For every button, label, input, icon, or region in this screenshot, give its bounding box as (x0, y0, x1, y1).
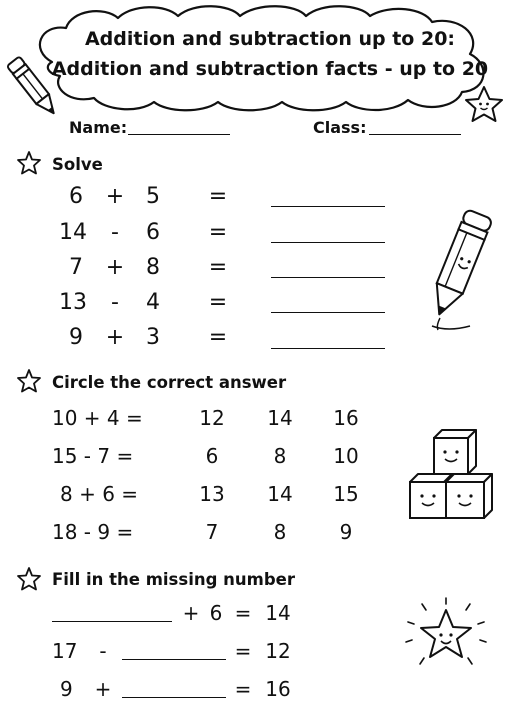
circle-row-2-question: 15 - 7 = (52, 444, 134, 468)
worksheet-title-line-2: Addition and subtraction facts - up to 20 (51, 58, 489, 80)
solve-row-4-answer[interactable] (271, 312, 385, 313)
solve-row-3-op: + (105, 255, 125, 280)
circle-row-4-option-2[interactable]: 8 (273, 520, 287, 544)
fill-row-2-op: - (99, 639, 107, 663)
circle-row-1-option-3[interactable]: 16 (333, 406, 359, 430)
fill-row-2-result: 12 (265, 639, 291, 663)
fill-row-1-eq: = (234, 601, 252, 625)
star-bullet-icon (16, 566, 42, 592)
name-label: Name: (69, 118, 128, 137)
solve-row-3-a: 7 (69, 255, 83, 280)
fill-row-3-op: + (94, 677, 112, 701)
fill-row-3-a: 9 (60, 677, 73, 701)
fill-row-2-eq: = (234, 639, 252, 663)
fill-row-1-result: 14 (265, 601, 291, 625)
solve-row-2-eq: = (208, 220, 228, 245)
solve-heading: Solve (52, 155, 103, 174)
solve-row-3-answer[interactable] (271, 277, 385, 278)
circle-row-1-option-2[interactable]: 14 (267, 406, 293, 430)
solve-row-5-op: + (105, 325, 125, 350)
fill-row-1-blank[interactable] (52, 621, 172, 622)
solve-row-4-b: 4 (146, 290, 160, 315)
solve-row-1-a: 6 (69, 184, 83, 209)
fill-row-2-blank[interactable] (122, 659, 226, 660)
solve-row-5-a: 9 (69, 325, 83, 350)
solve-row-1-eq: = (208, 184, 228, 209)
solve-row-1-op: + (105, 184, 125, 209)
solve-row-5-answer[interactable] (271, 348, 385, 349)
name-field[interactable] (128, 134, 230, 135)
circle-row-4-option-1[interactable]: 7 (205, 520, 219, 544)
solve-row-5-b: 3 (146, 325, 160, 350)
solve-row-3-eq: = (208, 255, 228, 280)
circle-row-1-option-1[interactable]: 12 (199, 406, 225, 430)
pencil-icon (4, 52, 64, 124)
star-bullet-icon (16, 368, 42, 394)
circle-row-3-option-3[interactable]: 15 (333, 482, 359, 506)
smiling-pencil-icon (418, 208, 492, 336)
sparkling-star-icon (398, 596, 494, 680)
smiling-star-icon (462, 84, 506, 128)
fill-row-1-b: 6 (209, 601, 223, 625)
solve-row-2-b: 6 (146, 220, 160, 245)
fill-row-3-result: 16 (265, 677, 291, 701)
circle-heading: Circle the correct answer (52, 373, 287, 392)
circle-row-3-option-2[interactable]: 14 (267, 482, 293, 506)
solve-row-2-op: - (111, 220, 119, 245)
class-label: Class: (313, 118, 367, 137)
circle-row-4-question: 18 - 9 = (52, 520, 134, 544)
circle-row-2-option-2[interactable]: 8 (273, 444, 287, 468)
solve-row-1-answer[interactable] (271, 206, 385, 207)
circle-row-2-option-1[interactable]: 6 (205, 444, 219, 468)
fill-row-2-a: 17 (52, 639, 78, 663)
circle-row-3-option-1[interactable]: 13 (199, 482, 225, 506)
fill-row-1-op: + (182, 601, 200, 625)
circle-row-1-question: 10 + 4 = (52, 406, 143, 430)
class-field[interactable] (369, 134, 461, 135)
circle-row-3-question: 8 + 6 = (60, 482, 139, 506)
fill-row-3-blank[interactable] (122, 697, 226, 698)
solve-row-5-eq: = (208, 325, 228, 350)
solve-row-3-b: 8 (146, 255, 160, 280)
solve-row-4-eq: = (208, 290, 228, 315)
solve-row-4-op: - (111, 290, 119, 315)
fill-heading: Fill in the missing number (52, 570, 295, 589)
worksheet-title-line-1: Addition and subtraction up to 20: (84, 28, 456, 50)
solve-row-2-answer[interactable] (271, 242, 385, 243)
circle-row-4-option-3[interactable]: 9 (339, 520, 353, 544)
star-bullet-icon (16, 150, 42, 176)
fill-row-3-eq: = (234, 677, 252, 701)
circle-row-2-option-3[interactable]: 10 (333, 444, 359, 468)
solve-row-2-a: 14 (59, 220, 87, 245)
solve-row-4-a: 13 (59, 290, 87, 315)
solve-row-1-b: 5 (146, 184, 160, 209)
smiling-blocks-icon (406, 428, 498, 522)
